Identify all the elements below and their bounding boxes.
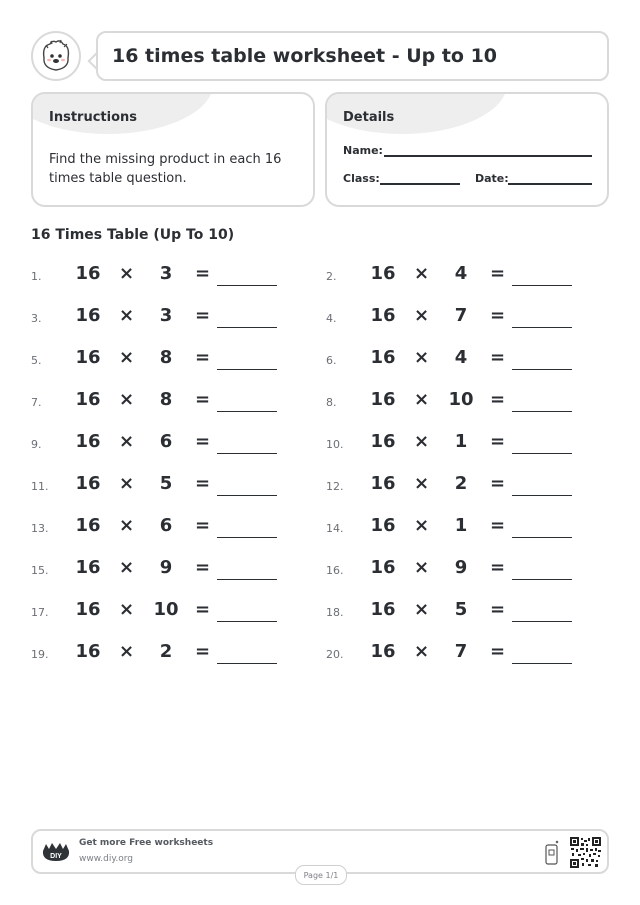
- multiplier: 6: [159, 431, 173, 452]
- answer-blank[interactable]: [512, 579, 572, 580]
- multiplicand: 16: [370, 431, 396, 452]
- multiplier: 4: [454, 263, 468, 284]
- question-number: 10.: [326, 438, 344, 451]
- times-sign: ×: [119, 263, 135, 284]
- multiplicand: 16: [75, 263, 101, 284]
- question-number: 6.: [326, 354, 337, 367]
- equals-sign: =: [490, 389, 506, 410]
- question-item: [31, 429, 301, 459]
- multiplicand: 16: [75, 515, 101, 536]
- multiplicand: 16: [370, 599, 396, 620]
- multiplier: 4: [454, 347, 468, 368]
- question-number: 7.: [31, 396, 42, 409]
- question-item: [326, 555, 596, 585]
- multiplier: 2: [454, 473, 468, 494]
- equals-sign: =: [490, 431, 506, 452]
- times-sign: ×: [414, 473, 430, 494]
- times-sign: ×: [414, 431, 430, 452]
- instructions-text: Find the missing product in each 16 times table question.: [49, 152, 282, 186]
- multiplier: 1: [454, 431, 468, 452]
- multiplier: 7: [454, 305, 468, 326]
- times-sign: ×: [414, 641, 430, 662]
- page-indicator: Page 1/1: [295, 865, 347, 885]
- times-sign: ×: [119, 515, 135, 536]
- multiplier: 8: [159, 347, 173, 368]
- question-item: [326, 597, 596, 627]
- answer-blank[interactable]: [512, 411, 572, 412]
- question-item: [31, 639, 301, 669]
- question-number: 18.: [326, 606, 344, 619]
- question-item: [31, 555, 301, 585]
- answer-blank[interactable]: [217, 621, 277, 622]
- answer-blank[interactable]: [217, 327, 277, 328]
- multiplicand: 16: [370, 557, 396, 578]
- footer-url[interactable]: www.diy.org: [79, 854, 133, 864]
- equals-sign: =: [195, 431, 211, 452]
- answer-blank[interactable]: [217, 453, 277, 454]
- times-sign: ×: [119, 431, 135, 452]
- question-number: 1.: [31, 270, 42, 283]
- title-text: 16 times table worksheet - Up to 10: [112, 45, 498, 67]
- multiplier: 1: [454, 515, 468, 536]
- question-number: 12.: [326, 480, 344, 493]
- multiplier: 2: [159, 641, 173, 662]
- multiplier: 9: [159, 557, 173, 578]
- multiplicand: 16: [370, 263, 396, 284]
- question-item: [31, 303, 301, 333]
- question-number: 14.: [326, 522, 344, 535]
- footer-title: Get more Free worksheets: [79, 838, 214, 848]
- name-label: Name:: [343, 144, 383, 157]
- multiplicand: 16: [75, 389, 101, 410]
- multiplier: 8: [159, 389, 173, 410]
- question-number: 2.: [326, 270, 337, 283]
- equals-sign: =: [195, 641, 211, 662]
- answer-blank[interactable]: [512, 495, 572, 496]
- class-field[interactable]: [380, 183, 460, 185]
- question-number: 9.: [31, 438, 42, 451]
- details-card: [325, 92, 609, 207]
- answer-blank[interactable]: [512, 621, 572, 622]
- equals-sign: =: [195, 263, 211, 284]
- question-number: 13.: [31, 522, 49, 535]
- equals-sign: =: [195, 389, 211, 410]
- multiplicand: 16: [75, 473, 101, 494]
- equals-sign: =: [195, 305, 211, 326]
- times-sign: ×: [414, 599, 430, 620]
- answer-blank[interactable]: [217, 369, 277, 370]
- multiplier: 5: [159, 473, 173, 494]
- question-item: [31, 387, 301, 417]
- times-sign: ×: [119, 473, 135, 494]
- multiplicand: 16: [75, 599, 101, 620]
- multiplier: 7: [454, 641, 468, 662]
- question-item: [31, 513, 301, 543]
- phone-scan-icon: [544, 839, 560, 867]
- multiplier: 6: [159, 515, 173, 536]
- question-item: [31, 471, 301, 501]
- question-number: 8.: [326, 396, 337, 409]
- question-number: 5.: [31, 354, 42, 367]
- multiplicand: 16: [75, 347, 101, 368]
- equals-sign: =: [195, 557, 211, 578]
- equals-sign: =: [490, 641, 506, 662]
- instructions-heading: Instructions: [49, 110, 138, 125]
- multiplicand: 16: [75, 557, 101, 578]
- equals-sign: =: [195, 347, 211, 368]
- times-sign: ×: [119, 347, 135, 368]
- question-number: 4.: [326, 312, 337, 325]
- question-number: 20.: [326, 648, 344, 661]
- answer-blank[interactable]: [217, 579, 277, 580]
- answer-blank[interactable]: [512, 453, 572, 454]
- multiplicand: 16: [75, 431, 101, 452]
- equals-sign: =: [195, 473, 211, 494]
- question-item: [326, 303, 596, 333]
- question-number: 11.: [31, 480, 49, 493]
- instructions-card: [31, 92, 315, 207]
- section-title: 16 Times Table (Up To 10): [31, 227, 235, 243]
- multiplier: 10: [153, 599, 179, 620]
- date-field[interactable]: [508, 183, 592, 185]
- question-number: 16.: [326, 564, 344, 577]
- question-item: [326, 429, 596, 459]
- question-number: 15.: [31, 564, 49, 577]
- multiplicand: 16: [370, 389, 396, 410]
- logo-text: DIY: [50, 853, 62, 860]
- equals-sign: =: [490, 599, 506, 620]
- times-sign: ×: [414, 263, 430, 284]
- multiplicand: 16: [370, 515, 396, 536]
- multiplicand: 16: [75, 641, 101, 662]
- question-item: [326, 345, 596, 375]
- equals-sign: =: [490, 305, 506, 326]
- answer-blank[interactable]: [217, 495, 277, 496]
- multiplicand: 16: [75, 305, 101, 326]
- question-item: [326, 513, 596, 543]
- class-label: Class:: [343, 172, 380, 185]
- times-sign: ×: [414, 389, 430, 410]
- multiplicand: 16: [370, 347, 396, 368]
- times-sign: ×: [119, 305, 135, 326]
- question-item: [326, 471, 596, 501]
- qr-code-icon[interactable]: [570, 837, 601, 868]
- question-item: [31, 597, 301, 627]
- equals-sign: =: [195, 515, 211, 536]
- answer-blank[interactable]: [512, 663, 572, 664]
- multiplier: 10: [448, 389, 474, 410]
- worksheet-title: [96, 31, 609, 81]
- question-item: [326, 261, 596, 291]
- question-item: [326, 387, 596, 417]
- question-item: [31, 345, 301, 375]
- multiplier: 3: [159, 263, 173, 284]
- multiplier: 3: [159, 305, 173, 326]
- diy-logo-icon[interactable]: [41, 841, 71, 863]
- times-sign: ×: [414, 515, 430, 536]
- times-sign: ×: [414, 347, 430, 368]
- times-sign: ×: [119, 599, 135, 620]
- equals-sign: =: [490, 557, 506, 578]
- times-sign: ×: [119, 641, 135, 662]
- equals-sign: =: [490, 263, 506, 284]
- equals-sign: =: [490, 473, 506, 494]
- question-number: 3.: [31, 312, 42, 325]
- name-field[interactable]: [384, 155, 592, 157]
- equals-sign: =: [490, 347, 506, 368]
- multiplier: 5: [454, 599, 468, 620]
- multiplicand: 16: [370, 641, 396, 662]
- answer-blank[interactable]: [217, 411, 277, 412]
- question-number: 19.: [31, 648, 49, 661]
- date-label: Date:: [475, 172, 509, 185]
- question-item: [326, 639, 596, 669]
- answer-blank[interactable]: [512, 285, 572, 286]
- multiplicand: 16: [370, 305, 396, 326]
- answer-blank[interactable]: [512, 537, 572, 538]
- times-sign: ×: [119, 557, 135, 578]
- equals-sign: =: [490, 515, 506, 536]
- answer-blank[interactable]: [512, 327, 572, 328]
- answer-blank[interactable]: [217, 537, 277, 538]
- times-sign: ×: [414, 557, 430, 578]
- multiplier: 9: [454, 557, 468, 578]
- times-sign: ×: [119, 389, 135, 410]
- equals-sign: =: [195, 599, 211, 620]
- question-item: [31, 261, 301, 291]
- answer-blank[interactable]: [217, 663, 277, 664]
- answer-blank[interactable]: [217, 285, 277, 286]
- question-number: 17.: [31, 606, 49, 619]
- details-heading: Details: [343, 110, 395, 125]
- mascot-icon: [31, 31, 81, 81]
- times-sign: ×: [414, 305, 430, 326]
- answer-blank[interactable]: [512, 369, 572, 370]
- multiplicand: 16: [370, 473, 396, 494]
